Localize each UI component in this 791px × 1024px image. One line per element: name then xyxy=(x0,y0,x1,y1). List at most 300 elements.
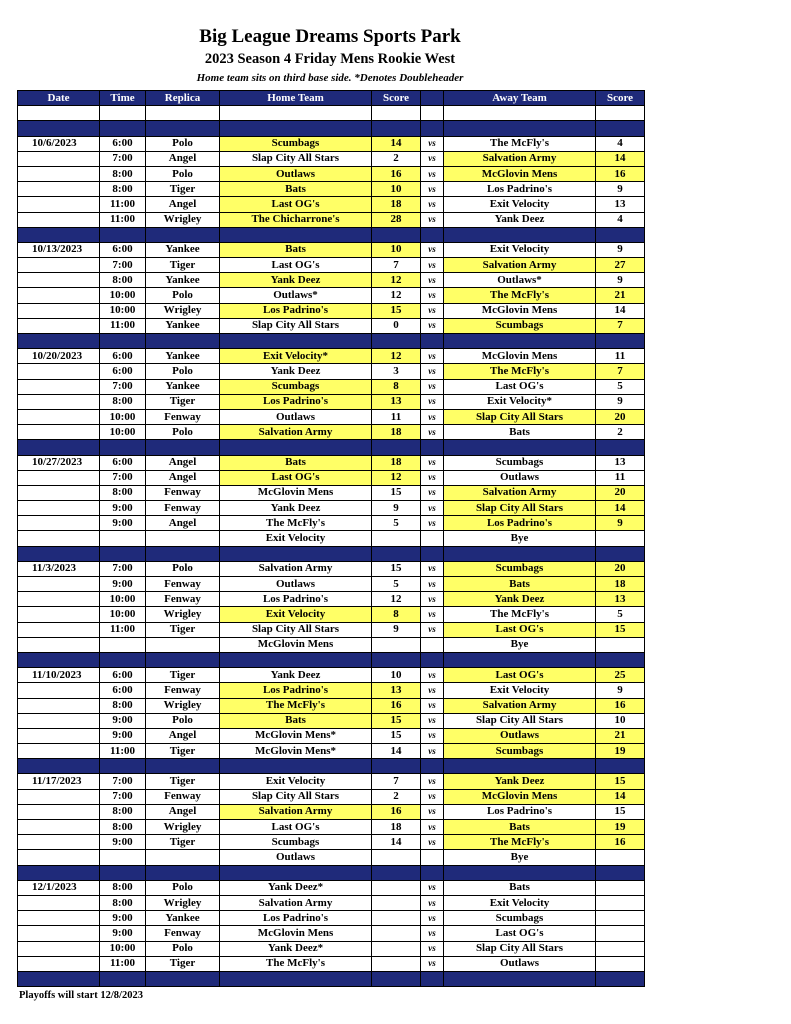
game-date xyxy=(18,501,100,516)
game-row xyxy=(18,182,645,197)
home-score: 5 xyxy=(372,577,421,592)
game-field: Fenway xyxy=(146,592,220,607)
home-team: Yank Deez* xyxy=(220,941,372,956)
game-date xyxy=(18,895,100,910)
away-score xyxy=(596,895,645,910)
home-score: 5 xyxy=(372,516,421,531)
home-team: Scumbags xyxy=(220,136,372,151)
game-date xyxy=(18,258,100,273)
home-team: The McFly's xyxy=(220,698,372,713)
home-team: The Chicharrone's xyxy=(220,212,372,227)
vs-label: vs xyxy=(421,622,444,637)
game-time: 10:00 xyxy=(100,607,146,622)
game-field: Yankee xyxy=(146,911,220,926)
home-score: 15 xyxy=(372,303,421,318)
home-team: Scumbags xyxy=(220,835,372,850)
away-score: 14 xyxy=(596,789,645,804)
game-row xyxy=(18,151,645,166)
home-score: 15 xyxy=(372,728,421,743)
game-time: 8:00 xyxy=(100,895,146,910)
home-score: 3 xyxy=(372,364,421,379)
game-time: 11:00 xyxy=(100,318,146,333)
away-team: Scumbags xyxy=(444,911,596,926)
away-score: 18 xyxy=(596,577,645,592)
game-time: 11:00 xyxy=(100,956,146,971)
home-team: Bats xyxy=(220,182,372,197)
game-time: 9:00 xyxy=(100,501,146,516)
home-team: Exit Velocity xyxy=(220,607,372,622)
game-date xyxy=(18,835,100,850)
home-score xyxy=(372,531,421,546)
game-time: 7:00 xyxy=(100,561,146,576)
game-row xyxy=(18,895,645,910)
game-time: 10:00 xyxy=(100,592,146,607)
game-field: Yankee xyxy=(146,273,220,288)
game-time: 10:00 xyxy=(100,425,146,440)
vs-label: vs xyxy=(421,956,444,971)
vs-label: vs xyxy=(421,197,444,212)
game-field: Fenway xyxy=(146,577,220,592)
home-score: 9 xyxy=(372,622,421,637)
vs-label: vs xyxy=(421,501,444,516)
game-row xyxy=(18,804,645,819)
home-score: 12 xyxy=(372,470,421,485)
game-field: Fenway xyxy=(146,683,220,698)
game-date xyxy=(18,607,100,622)
home-score: 0 xyxy=(372,318,421,333)
game-field: Fenway xyxy=(146,409,220,424)
game-row xyxy=(18,622,645,637)
home-team: McGlovin Mens xyxy=(220,926,372,941)
game-date xyxy=(18,531,100,546)
game-row xyxy=(18,820,645,835)
col-header-vs xyxy=(421,91,444,106)
away-team: Los Padrino's xyxy=(444,182,596,197)
header-row xyxy=(18,91,645,106)
game-field: Polo xyxy=(146,364,220,379)
game-time: 8:00 xyxy=(100,698,146,713)
vs-label: vs xyxy=(421,804,444,819)
game-time: 8:00 xyxy=(100,273,146,288)
away-score: 16 xyxy=(596,166,645,181)
away-team: McGlovin Mens xyxy=(444,789,596,804)
game-date xyxy=(18,941,100,956)
game-time: 6:00 xyxy=(100,349,146,364)
week-separator xyxy=(18,652,645,667)
game-date xyxy=(18,577,100,592)
game-date: 10/20/2023 xyxy=(18,349,100,364)
vs-label xyxy=(421,531,444,546)
game-field: Polo xyxy=(146,713,220,728)
away-team: The McFly's xyxy=(444,136,596,151)
game-time: 6:00 xyxy=(100,364,146,379)
vs-label: vs xyxy=(421,318,444,333)
home-team: Last OG's xyxy=(220,820,372,835)
vs-label: vs xyxy=(421,941,444,956)
page-title: Big League Dreams Sports Park xyxy=(199,26,461,47)
week-separator xyxy=(18,121,645,136)
game-date xyxy=(18,394,100,409)
game-date xyxy=(18,516,100,531)
away-score: 19 xyxy=(596,820,645,835)
game-time: 9:00 xyxy=(100,835,146,850)
home-score: 11 xyxy=(372,409,421,424)
game-field: Tiger xyxy=(146,182,220,197)
game-row xyxy=(18,470,645,485)
away-score: 9 xyxy=(596,683,645,698)
game-field: Angel xyxy=(146,804,220,819)
game-row xyxy=(18,637,645,652)
game-row xyxy=(18,728,645,743)
home-score xyxy=(372,880,421,895)
game-time: 9:00 xyxy=(100,713,146,728)
away-score: 4 xyxy=(596,212,645,227)
home-score: 12 xyxy=(372,273,421,288)
home-score: 15 xyxy=(372,713,421,728)
game-row xyxy=(18,364,645,379)
home-team: Exit Velocity xyxy=(220,774,372,789)
home-score: 15 xyxy=(372,485,421,500)
away-team: Salvation Army xyxy=(444,258,596,273)
game-date xyxy=(18,425,100,440)
game-field: Polo xyxy=(146,166,220,181)
game-time: 7:00 xyxy=(100,258,146,273)
game-time: 10:00 xyxy=(100,409,146,424)
vs-label: vs xyxy=(421,379,444,394)
home-team: Salvation Army xyxy=(220,425,372,440)
game-field: Wrigley xyxy=(146,607,220,622)
col-header-date: Date xyxy=(18,91,100,106)
away-score xyxy=(596,956,645,971)
vs-label: vs xyxy=(421,880,444,895)
table-end-separator xyxy=(18,971,645,986)
game-row xyxy=(18,850,645,865)
game-field xyxy=(146,531,220,546)
vs-label: vs xyxy=(421,212,444,227)
away-score: 14 xyxy=(596,501,645,516)
away-score: 16 xyxy=(596,835,645,850)
game-row xyxy=(18,911,645,926)
home-score: 14 xyxy=(372,744,421,759)
home-score: 18 xyxy=(372,197,421,212)
game-time: 8:00 xyxy=(100,820,146,835)
away-score: 11 xyxy=(596,470,645,485)
game-row xyxy=(18,136,645,151)
game-row xyxy=(18,880,645,895)
game-date xyxy=(18,485,100,500)
vs-label: vs xyxy=(421,273,444,288)
game-row xyxy=(18,455,645,470)
home-team: McGlovin Mens xyxy=(220,485,372,500)
vs-label: vs xyxy=(421,151,444,166)
game-time: 8:00 xyxy=(100,182,146,197)
game-time xyxy=(100,531,146,546)
blank-row xyxy=(18,106,645,121)
away-team: McGlovin Mens xyxy=(444,349,596,364)
away-team: Outlaws xyxy=(444,470,596,485)
vs-label: vs xyxy=(421,364,444,379)
game-field: Tiger xyxy=(146,668,220,683)
home-team: Salvation Army xyxy=(220,804,372,819)
home-score: 2 xyxy=(372,789,421,804)
game-time: 8:00 xyxy=(100,485,146,500)
away-score xyxy=(596,941,645,956)
home-score: 28 xyxy=(372,212,421,227)
game-field: Angel xyxy=(146,151,220,166)
game-field: Fenway xyxy=(146,485,220,500)
away-team: Exit Velocity xyxy=(444,895,596,910)
game-time: 7:00 xyxy=(100,151,146,166)
home-team: Exit Velocity xyxy=(220,531,372,546)
home-score: 18 xyxy=(372,425,421,440)
game-field: Wrigley xyxy=(146,698,220,713)
home-team: McGlovin Mens* xyxy=(220,728,372,743)
home-team: Yank Deez xyxy=(220,273,372,288)
game-row xyxy=(18,394,645,409)
away-score: 9 xyxy=(596,242,645,257)
away-team: Slap City All Stars xyxy=(444,501,596,516)
vs-label: vs xyxy=(421,926,444,941)
game-date xyxy=(18,911,100,926)
vs-label: vs xyxy=(421,607,444,622)
game-date xyxy=(18,820,100,835)
away-score: 13 xyxy=(596,455,645,470)
game-time: 11:00 xyxy=(100,744,146,759)
game-row xyxy=(18,713,645,728)
away-team: Bats xyxy=(444,820,596,835)
home-score: 16 xyxy=(372,804,421,819)
game-field: Polo xyxy=(146,941,220,956)
home-score: 14 xyxy=(372,136,421,151)
game-row xyxy=(18,212,645,227)
vs-label: vs xyxy=(421,425,444,440)
home-team: Slap City All Stars xyxy=(220,151,372,166)
game-field: Angel xyxy=(146,728,220,743)
game-date xyxy=(18,303,100,318)
game-row xyxy=(18,288,645,303)
game-field: Angel xyxy=(146,470,220,485)
away-score xyxy=(596,926,645,941)
game-row xyxy=(18,668,645,683)
vs-label: vs xyxy=(421,713,444,728)
away-score: 14 xyxy=(596,303,645,318)
game-field: Angel xyxy=(146,516,220,531)
home-team: Last OG's xyxy=(220,258,372,273)
home-team: Los Padrino's xyxy=(220,592,372,607)
game-field: Polo xyxy=(146,288,220,303)
away-team: Slap City All Stars xyxy=(444,409,596,424)
away-team: Scumbags xyxy=(444,455,596,470)
away-score: 20 xyxy=(596,409,645,424)
away-team: Outlaws xyxy=(444,728,596,743)
game-time: 6:00 xyxy=(100,668,146,683)
game-row xyxy=(18,516,645,531)
game-row xyxy=(18,273,645,288)
vs-label: vs xyxy=(421,561,444,576)
vs-label xyxy=(421,637,444,652)
home-score: 16 xyxy=(372,166,421,181)
game-time: 9:00 xyxy=(100,516,146,531)
game-field: Tiger xyxy=(146,394,220,409)
home-score xyxy=(372,941,421,956)
game-date xyxy=(18,622,100,637)
away-team: Yank Deez xyxy=(444,774,596,789)
home-team: Bats xyxy=(220,242,372,257)
away-team: Salvation Army xyxy=(444,151,596,166)
away-score xyxy=(596,637,645,652)
away-team: The McFly's xyxy=(444,835,596,850)
game-date xyxy=(18,804,100,819)
away-score: 16 xyxy=(596,698,645,713)
away-score: 5 xyxy=(596,607,645,622)
away-score: 9 xyxy=(596,394,645,409)
game-time: 8:00 xyxy=(100,804,146,819)
vs-label: vs xyxy=(421,911,444,926)
home-score xyxy=(372,926,421,941)
game-date xyxy=(18,850,100,865)
game-row xyxy=(18,956,645,971)
away-team: Bats xyxy=(444,425,596,440)
home-score xyxy=(372,911,421,926)
vs-label: vs xyxy=(421,242,444,257)
game-row xyxy=(18,698,645,713)
game-field: Polo xyxy=(146,880,220,895)
away-score: 20 xyxy=(596,485,645,500)
home-score: 7 xyxy=(372,258,421,273)
game-date xyxy=(18,212,100,227)
home-score xyxy=(372,956,421,971)
game-row xyxy=(18,501,645,516)
vs-label: vs xyxy=(421,409,444,424)
game-time xyxy=(100,850,146,865)
game-date xyxy=(18,166,100,181)
home-score xyxy=(372,637,421,652)
vs-label: vs xyxy=(421,789,444,804)
vs-label: vs xyxy=(421,258,444,273)
away-score: 15 xyxy=(596,774,645,789)
game-time: 10:00 xyxy=(100,288,146,303)
home-team: Outlaws xyxy=(220,850,372,865)
game-row xyxy=(18,485,645,500)
game-time: 6:00 xyxy=(100,242,146,257)
week-separator xyxy=(18,334,645,349)
game-date: 11/3/2023 xyxy=(18,561,100,576)
home-team: Los Padrino's xyxy=(220,911,372,926)
game-field: Tiger xyxy=(146,258,220,273)
away-team: Slap City All Stars xyxy=(444,941,596,956)
away-score: 10 xyxy=(596,713,645,728)
game-time: 9:00 xyxy=(100,911,146,926)
away-score: 7 xyxy=(596,364,645,379)
game-time: 9:00 xyxy=(100,926,146,941)
away-score: 21 xyxy=(596,288,645,303)
home-team: Last OG's xyxy=(220,470,372,485)
week-separator xyxy=(18,865,645,880)
home-score: 8 xyxy=(372,607,421,622)
away-team: The McFly's xyxy=(444,288,596,303)
home-team: Salvation Army xyxy=(220,561,372,576)
game-row xyxy=(18,349,645,364)
home-team: Slap City All Stars xyxy=(220,318,372,333)
game-time: 6:00 xyxy=(100,136,146,151)
playoffs-note: Playoffs will start 12/8/2023 xyxy=(19,990,143,1001)
away-team: Slap City All Stars xyxy=(444,713,596,728)
game-field: Tiger xyxy=(146,622,220,637)
home-score: 10 xyxy=(372,182,421,197)
home-team: Outlaws* xyxy=(220,288,372,303)
away-score: 14 xyxy=(596,151,645,166)
away-team: McGlovin Mens xyxy=(444,303,596,318)
game-field: Tiger xyxy=(146,956,220,971)
vs-label: vs xyxy=(421,288,444,303)
game-field: Polo xyxy=(146,425,220,440)
game-date xyxy=(18,364,100,379)
week-separator xyxy=(18,227,645,242)
away-score xyxy=(596,911,645,926)
vs-label: vs xyxy=(421,516,444,531)
home-team: Bats xyxy=(220,455,372,470)
home-score: 12 xyxy=(372,592,421,607)
game-row xyxy=(18,592,645,607)
game-time: 7:00 xyxy=(100,774,146,789)
home-team: Exit Velocity* xyxy=(220,349,372,364)
game-time: 11:00 xyxy=(100,622,146,637)
home-team: The McFly's xyxy=(220,516,372,531)
home-score: 9 xyxy=(372,501,421,516)
page-subtitle: 2023 Season 4 Friday Mens Rookie West xyxy=(204,51,456,67)
away-score: 13 xyxy=(596,592,645,607)
game-field: Angel xyxy=(146,197,220,212)
vs-label: vs xyxy=(421,577,444,592)
game-field: Angel xyxy=(146,455,220,470)
game-date xyxy=(18,744,100,759)
home-team: Outlaws xyxy=(220,577,372,592)
home-score: 2 xyxy=(372,151,421,166)
game-field xyxy=(146,850,220,865)
vs-label: vs xyxy=(421,774,444,789)
game-date xyxy=(18,698,100,713)
vs-label: vs xyxy=(421,394,444,409)
game-field: Fenway xyxy=(146,789,220,804)
game-date: 11/17/2023 xyxy=(18,774,100,789)
game-field: Fenway xyxy=(146,501,220,516)
game-time: 10:00 xyxy=(100,303,146,318)
away-team: Bats xyxy=(444,880,596,895)
game-date: 10/13/2023 xyxy=(18,242,100,257)
game-time: 7:00 xyxy=(100,470,146,485)
game-time xyxy=(100,637,146,652)
week-separator xyxy=(18,759,645,774)
game-field: Polo xyxy=(146,561,220,576)
game-field: Tiger xyxy=(146,744,220,759)
game-row xyxy=(18,242,645,257)
away-score xyxy=(596,880,645,895)
away-team: Scumbags xyxy=(444,744,596,759)
home-team: Yank Deez xyxy=(220,501,372,516)
game-date xyxy=(18,789,100,804)
home-score: 13 xyxy=(372,683,421,698)
game-row xyxy=(18,835,645,850)
home-score: 16 xyxy=(372,698,421,713)
home-score: 18 xyxy=(372,455,421,470)
away-team: Bye xyxy=(444,850,596,865)
game-row xyxy=(18,774,645,789)
game-row xyxy=(18,318,645,333)
home-team: Scumbags xyxy=(220,379,372,394)
game-row xyxy=(18,379,645,394)
game-row xyxy=(18,577,645,592)
schedule-body xyxy=(18,106,645,987)
